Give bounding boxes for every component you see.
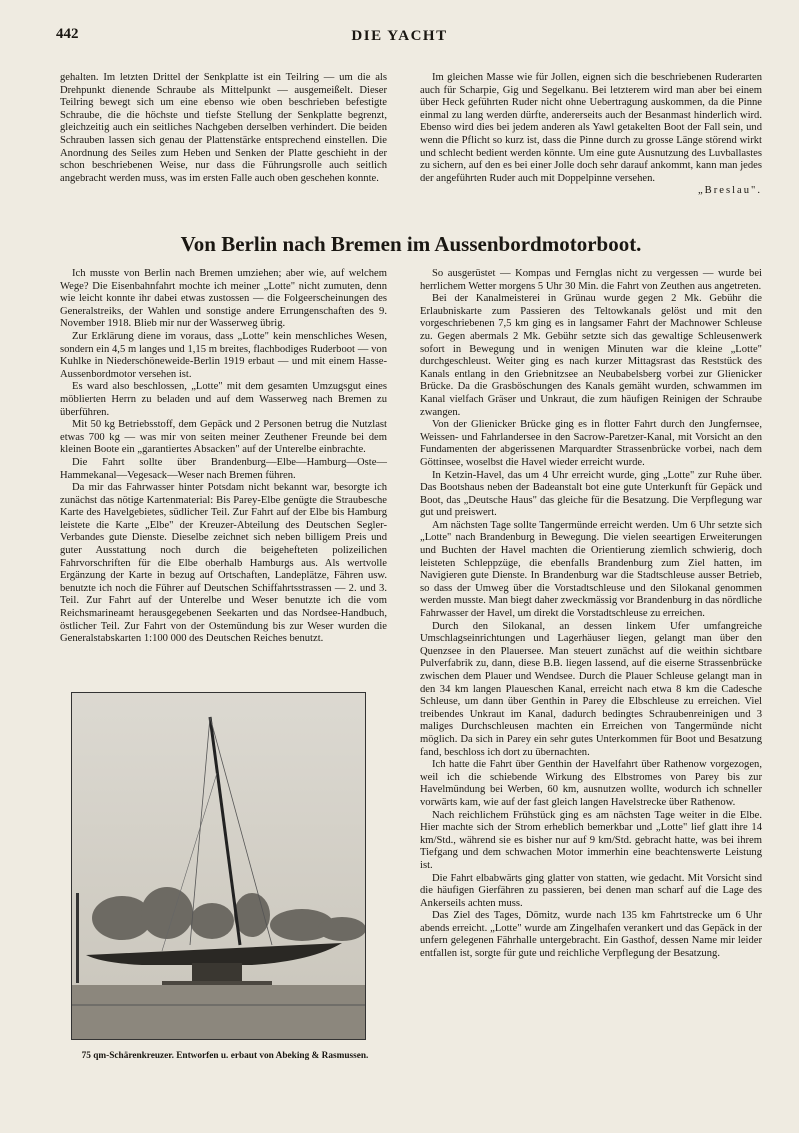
- paragraph: Es ward also beschlossen, „Lotte" mit dem gesamten Umzugsgut eines möblierten Herrn zu beladen und auf dem Wasserweg nach Bremen zu überführen.: [60, 381, 387, 418]
- paragraph: Bei der Kanalmeisterei in Grünau wurde gegen 2 Mk. Gebühr die Erlaubniskarte zum Passieren des Teltowkanals gelöst und mit den vorgeschriebenen 7,5 km ging es in langsamer Fahrt der Machnower Schleuse zu. Gegen abermals 2 Mk. Gebühr setzte sich das gewaltige Schleusenwerk sofort in Bewegung und in wenigen Minuten war die kleine „Lotte" durchgeschleust. Weiter ging es nach kurzer Mittagsrast das Reststück des Kanals entlang in den Griebnitzsee an Neubabelsberg vorbei zur Glienicker Brücke. Da die Grasböschungen des Kanals gemäht wurden, schwammen im Kanal vielfach Gräser und Unkraut, die zum häufigen Reinigen der Schraube zwangen.: [420, 293, 762, 418]
- paragraph: Da mir das Fahrwasser hinter Potsdam nicht bekannt war, besorgte ich zunächst das nötige Kartenmaterial: Bis Parey-Elbe genügte die Straubesche Karte des Havelgebietes, südlicher Teil. Zur Fahrt auf der Elbe bis Hamburg leistete die Karte „Elbe" der Kreuzer-Abteilung des Deutschen Segler-Verbandes gute Dienste. Dieselbe zeichnet sich neben billigem Preis und guter Ausstattung noch durch die beigehefteten polizeilichen Fahrvorschriften für die Elbe oberhalb Hamburgs aus. Als wertvolle Ergänzung der Karte in bezug auf Ortschaften, Landeplätze, Fähren usw. benutzte ich noch die Führer auf Deutschen Schiffahrtsstrassen — 2. und 3. Teil. Zur Fahrt auf der Unterelbe und Weser benutzte ich die vom Reichsmarineamt herausgegebenen Seekarten und das Nordsee-Handbuch, östlicher Teil. Zur Fahrt von der Ostemündung bis zur Weser wurden die Generalstabskarten 1:100 000 des Deutschen Reiches benutzt.: [60, 482, 387, 645]
- paragraph: gehalten. Im letzten Drittel der Senkplatte ist ein Teilring — um die als Drehpunkt dienende Schraube als Mittelpunkt — ausgemeißelt. Dieser Teilring bewegt sich um eine ebenso wie oben beschrieben befestigte Schraube, die die höchste und tiefste Stellung der Senkplatte begrenzt, gleichzeitig auch ein seitliches Nachgeben derselben verhindert. Die beiden Schrauben lassen sich genau der Plattenstärke entsprechend einstellen. Die Anordnung des Seiles zum Heben und Senken der Platte geschieht in der schon beschriebenen Weise, nur dass die Führungsrolle auch seitlich angebracht werden muss, was im ersten Falle auch oben geschehen konnte.: [60, 72, 387, 184]
- article-left-column: [60, 268, 387, 646]
- paragraph: Die Fahrt sollte über Brandenburg—Elbe—Hamburg—Oste—Hammekanal—Vegesack—Weser nach Bremen führen.: [60, 456, 387, 481]
- article-right-column: [420, 268, 762, 961]
- paragraph: So ausgerüstet — Kompas und Fernglas nicht zu vergessen — wurde bei herrlichem Wetter morgens 5 Uhr 30 Min. die Fahrt von Zeuthen aus angetreten.: [420, 268, 762, 292]
- paragraph: Die Fahrt elbabwärts ging glatter von statten, wie gedacht. Mit Vorsicht sind die häufigen Gierfähren zu passieren, bei denen man scharf auf die Lage des Ankerseils achten muss.: [420, 872, 762, 909]
- paragraph: Ich hatte die Fahrt über Genthin der Havelfahrt über Rathenow vorgezogen, weil ich die schiebende Wirkung des Elbstromes von Parey bis zur Havelmündung bei Werben, 60 km, ausnutzen wollte, wodurch ich schneller vorwärts kam, wie auf der fast gleich langen Havelstrecke über Rathenow.: [420, 759, 762, 808]
- figure-caption: 75 qm-Schärenkreuzer. Entworfen u. erbaut von Abeking & Rasmussen.: [81, 1051, 369, 1061]
- paragraph: Das Ziel des Tages, Dömitz, wurde nach 135 km Fahrtstrecke um 6 Uhr abends erreicht. „Lotte" wurde am Zingelhafen verankert und das Gepäck in der unfern gelegenen Fährhalle untergebracht. Ein Gasthof, dessen Name mir leider entfallen ist, sorgte für gute und reichliche Verpflegung der Besatzung.: [420, 910, 762, 960]
- paragraph: Im gleichen Masse wie für Jollen, eignen sich die beschriebenen Ruderarten auch für Scharpie, Gig und Segelkanu. Bei letzterem wird man aber bei einem über Heck geführten Ruder nicht ohne Uebertragung auskommen, da die Pinne einmal zu lang werden dürfte, andererseits auch der Besanmast hinderlich wird. Ebenso wird dies bei jedem anderen als Yawl getakelten Boot der Fall sein, und wenn die Pflicht so kurz ist, dass die Pinne durch zu grosse Länge störend wirkt und schlecht bedient werden könnte. Um eine gute Ausnutzung des Luvballastes zu sichern, auf den es bei einer Jolle doch sehr darauf ankommt, kann man jedes der angeführten Ruder auch mit Doppelpinne versehen.: [420, 72, 762, 184]
- page-number: 442: [56, 26, 79, 42]
- running-head: DIE YACHT: [351, 28, 448, 44]
- paragraph: Nach reichlichem Frühstück ging es am nächsten Tage weiter in die Elbe. Hier machte sich der Strom erheblich bemerkbar und „Lotte" lief glatt ihre 14 km/Std., während sie es bisher nur auf 9 km/Std. gebracht hatte, was bei ihrem Tiefgang und dem schwachen Motor immerhin eine beachtenswerte Leistung ist.: [420, 809, 762, 871]
- paragraph: Zur Erklärung diene im voraus, dass „Lotte" kein menschliches Wesen, sondern ein 4,5 m langes und 1,15 m breites, flachbodiges Ruderboot — von Kuhlke in Niederschöneweide-Berlin 1919 erbaut — und mit einem Hasse-Aussenbordmotor versehen ist.: [60, 330, 387, 380]
- paragraph: In Ketzin-Havel, das um 4 Uhr erreicht wurde, ging „Lotte" zur Ruhe über. Das Bootshaus neben der Badeanstalt bot eine gute Unterkunft für Gepäck und Boot, das „Deutsche Haus" das gleiche für die Besatzung. Die Verpflegung war gut und preiswert.: [420, 469, 762, 519]
- paragraph: Am nächsten Tage sollte Tangermünde erreicht werden. Um 6 Uhr setzte sich „Lotte" nach Brandenburg in Bewegung. Die vielen seeartigen Erweiterungen und Buchten der Havel machten die Orientierung ziemlich schwierig, doch leisteten Schleppzüge, die ebenfalls Brandenburg zum Ziel hatten, im Navigieren gute Dienste. In Brandenburg war die Stadtschleuse ausser Betrieb, so dass der Umweg über die Vorstadtschleuse und den Silokanal genommen werden musste. Man biegt daher zweckmässig vor Brandenburg in das nördliche Fahrwasser der Havel, um direkt die Vorstadtschleuse zu erreichen.: [420, 519, 762, 620]
- top-left-column: [60, 72, 387, 185]
- pole: [76, 893, 79, 983]
- article-title: Von Berlin nach Bremen im Aussenbordmotorboot.: [180, 232, 642, 256]
- ground: [72, 985, 365, 1039]
- sailboat-photo: [71, 692, 366, 1040]
- signature: „Breslau".: [697, 185, 762, 197]
- paragraph: Von der Glienicker Brücke ging es in flotter Fahrt durch den Jungfernsee, Weissen- und Fahrlandersee in den Sacrow-Paretzer-Kanal, mit Vorsicht an den Fundamenten der abgerissenen Marquardter Strassenbrücke vorbei, nach dem Göttinsee, woselbst die Havel wieder erreicht wurde.: [420, 419, 762, 468]
- paragraph: Durch den Silokanal, an dessen linkem Ufer umfangreiche Umschlagseinrichtungen und Lagerhäuser liegen, gelangt man über den Quenzsee in den Plauersee. Man steuert zunächst auf die weithin sichtbare Pulverfabrik zu, dann, diese B.B. liegen lassend, auf die eiserne Strassenbrücke zwischen dem Plauer und Wendsee. Durch die Plauer Schleuse gelangt man in den 34 km langen Plaueschen Kanal, erreicht nach etwa 8 km die Cadesche Schleuse, um dann über Genthin in Parey die Elbschleuse zu erreichen. Viel treibendes Unkraut im Kanal, dadurch bedingtes Schraubenreinigen und 3 maliges Durchschleusen machten ein Erreichen von Tangermünde nicht möglich. Da sich in Parey ein sehr gutes Unterkommen für Boot und Besatzung fand, beschloss ich dort zu übernachten.: [420, 620, 762, 758]
- top-right-column: [420, 72, 762, 198]
- paragraph: Mit 50 kg Betriebsstoff, dem Gepäck und 2 Personen betrug die Nutzlast etwas 700 kg — was mir von seiten meiner Zeuthener Freunde bei dem kleinen Boote ein „garantiertes Absacken" auf der Unterelbe einbrachte.: [60, 419, 387, 456]
- paragraph: Ich musste von Berlin nach Bremen umziehen; aber wie, auf welchem Wege? Die Eisenbahnfahrt mochte ich meiner „Lotte" nicht zumuten, denn wie leicht konnte ihr dabei etwas zustossen — die Folgeerscheinungen des Generalstreiks, der Wahlen und sonstige andere Errungenschaften des 9. November 1918. Blieb mir nur der Wasserweg übrig.: [60, 268, 387, 330]
